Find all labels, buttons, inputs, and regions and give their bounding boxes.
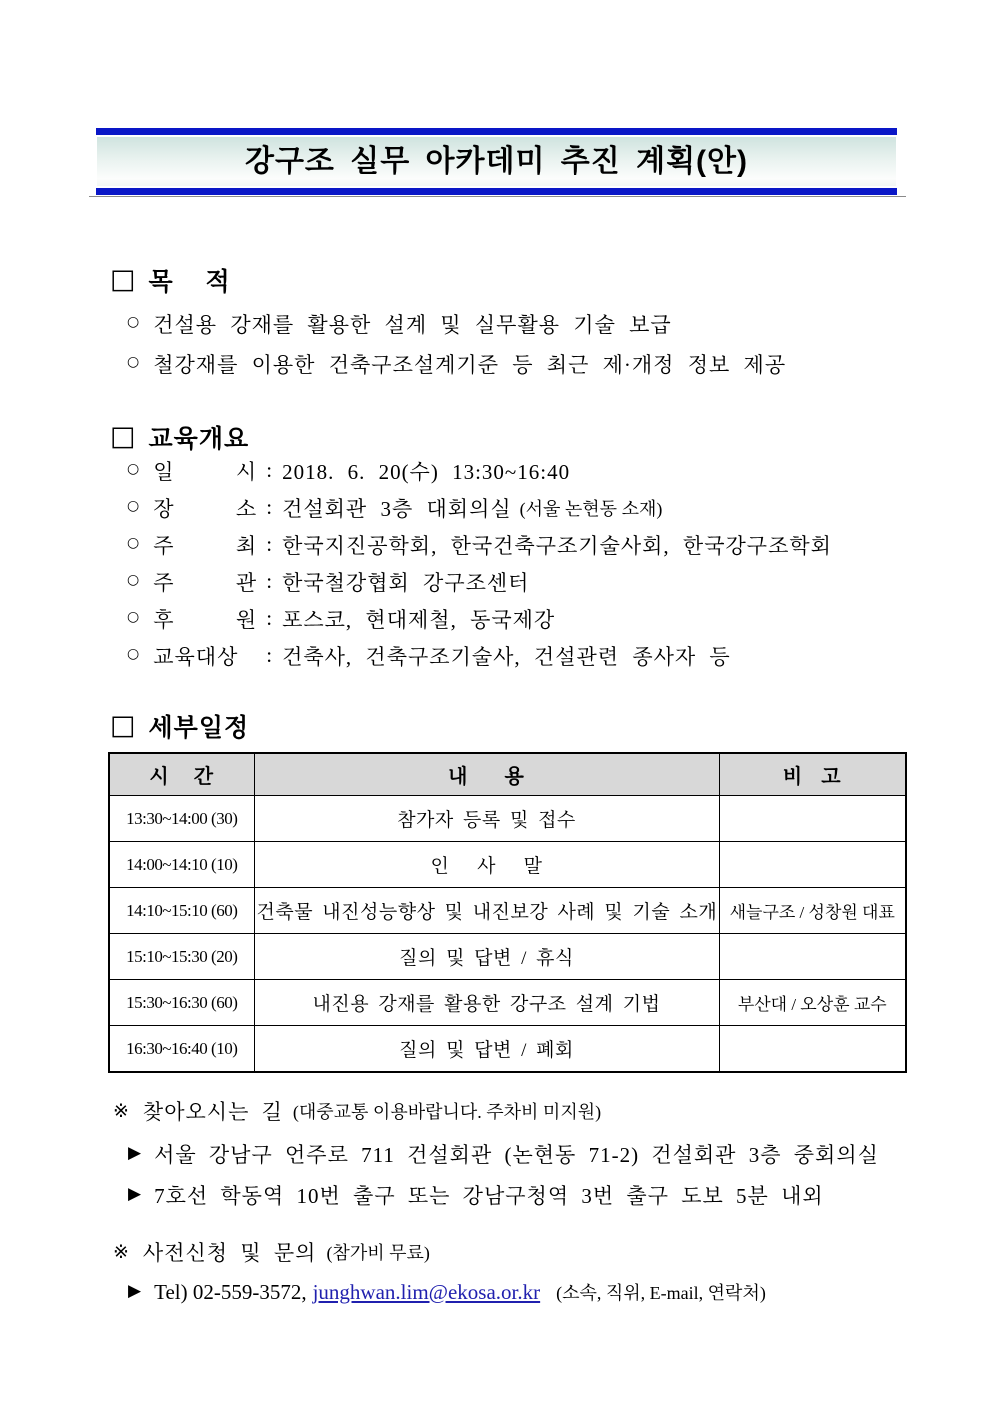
item-label: 후 원 [153,607,258,632]
item-value: 2018. 6. 20(수) 13:30~16:40 [282,459,571,484]
arrow-right-icon: ▶ [128,1143,142,1163]
purpose-bullet-list [127,304,786,384]
overview-list [127,452,840,674]
list-item [127,600,840,637]
list-item [127,637,840,674]
item-note: (서울 논현동 소재) [519,498,663,519]
page-title: 강구조 실무 아카데미 추진 계획(안) [97,137,896,186]
cell-time: 15:30~16:30 (60) [109,980,254,1026]
cell-content: 인 사 말 [254,842,719,888]
directions-item [128,1180,824,1210]
section-schedule-title: 세부일정 [148,714,250,742]
telephone-number: Tel) 02-559-3572, [154,1279,307,1304]
section-purpose-header [110,262,231,298]
list-item [127,563,840,600]
square-bullet-icon: □ [110,420,136,452]
section-overview-title: 교육개요 [148,425,250,453]
label-separator: : [266,495,273,519]
list-item [127,304,786,344]
registration-header [113,1237,430,1267]
cell-content: 질의 및 답변 / 휴식 [254,934,719,980]
section-schedule-header [110,708,249,744]
contact-line [128,1279,766,1305]
label-separator: : [266,532,273,556]
cell-time: 14:10~15:10 (60) [109,888,254,934]
email-link[interactable]: junghwan.lim@ekosa.or.kr [312,1279,541,1304]
directions-item-text: 서울 강남구 언주로 711 건설회관 (논현동 71-2) 건설회관 3층 중회의실 [154,1143,879,1167]
cell-time: 15:10~15:30 (20) [109,934,254,980]
item-label: 주 최 [153,533,258,558]
cell-content: 참가자 등록 및 접수 [254,796,719,842]
cell-time: 13:30~14:00 (30) [109,796,254,842]
item-value: 한국지진공학회, 한국건축구조기술사회, 한국강구조학회 [282,533,832,558]
cell-content: 건축물 내진성능향상 및 내진보강 사례 및 기술 소개 [254,888,719,934]
directions-title: 찾아오시는 길 [142,1100,283,1124]
arrow-right-icon: ▶ [128,1184,142,1204]
item-value: 포스코, 현대제철, 동국제강 [282,607,556,632]
cell-note [719,796,906,842]
circle-bullet-icon: ○ [127,497,140,514]
contact-note: (소속, 직위, E-mail, 연락처) [556,1283,766,1303]
list-item [127,489,840,526]
registration-title: 사전신청 및 문의 [142,1241,317,1265]
label-separator: : [266,643,273,667]
label-separator: : [266,569,273,593]
list-item [127,452,840,489]
arrow-right-icon: ▶ [128,1281,142,1301]
circle-bullet-icon: ○ [127,534,140,551]
banner-bottom-rule [96,188,897,195]
table-header-row [109,753,906,796]
item-label: 교육대상 [153,644,239,669]
table-row [109,1026,906,1073]
cell-time: 16:30~16:40 (10) [109,1026,254,1073]
registration-title-note: (참가비 무료) [326,1243,430,1263]
cell-note [719,1026,906,1073]
circle-bullet-icon: ○ [127,571,140,588]
cell-content: 질의 및 답변 / 폐회 [254,1026,719,1073]
reference-mark-icon: ※ [113,1100,129,1122]
directions-item [128,1139,879,1169]
section-purpose-title: 목 적 [148,268,231,296]
table-row [109,796,906,842]
label-separator: : [266,606,273,630]
label-separator: : [266,458,273,482]
table-row [109,842,906,888]
item-value: 한국철강협회 강구조센터 [282,570,530,595]
square-bullet-icon: □ [110,263,136,295]
table-row [109,980,906,1026]
cell-content: 내진용 강재를 활용한 강구조 설계 기법 [254,980,719,1026]
item-value: 건축사, 건축구조기술사, 건설관련 종사자 등 [282,644,731,669]
directions-item-text: 7호선 학동역 10번 출구 또는 강남구청역 3번 출구 도보 5분 내외 [154,1184,824,1208]
directions-title-note: (대중교통 이용바랍니다. 주차비 미지원) [292,1102,602,1122]
section-overview-header [110,419,249,455]
directions-header [113,1096,601,1126]
column-header-note: 비 고 [719,753,906,796]
column-header-time: 시 간 [109,753,254,796]
cell-note: 새늘구조 / 성창원 대표 [719,888,906,934]
schedule-table [108,752,907,1073]
bullet-text: 철강재를 이용한 건축구조설계기준 등 최근 제·개정 정보 제공 [153,353,787,377]
item-label: 장 소 [153,496,258,521]
circle-bullet-icon: ○ [127,314,140,330]
circle-bullet-icon: ○ [127,354,140,370]
list-item [127,526,840,563]
bullet-text: 건설용 강재를 활용한 설계 및 실무활용 기술 보급 [153,313,672,337]
column-header-content: 내 용 [254,753,719,796]
cell-note [719,934,906,980]
banner-top-rule [96,128,897,135]
item-value: 건설회관 3층 대회의실 [282,496,512,521]
item-label: 일 시 [153,459,258,484]
banner-underline [89,196,906,197]
circle-bullet-icon: ○ [127,608,140,625]
table-row [109,888,906,934]
circle-bullet-icon: ○ [127,645,140,662]
table-row [109,934,906,980]
list-item [127,344,786,384]
title-banner [96,128,897,195]
cell-time: 14:00~14:10 (10) [109,842,254,888]
reference-mark-icon: ※ [113,1241,129,1263]
cell-note: 부산대 / 오상훈 교수 [719,980,906,1026]
square-bullet-icon: □ [110,709,136,741]
item-label: 주 관 [153,570,258,595]
cell-note [719,842,906,888]
circle-bullet-icon: ○ [127,460,140,477]
